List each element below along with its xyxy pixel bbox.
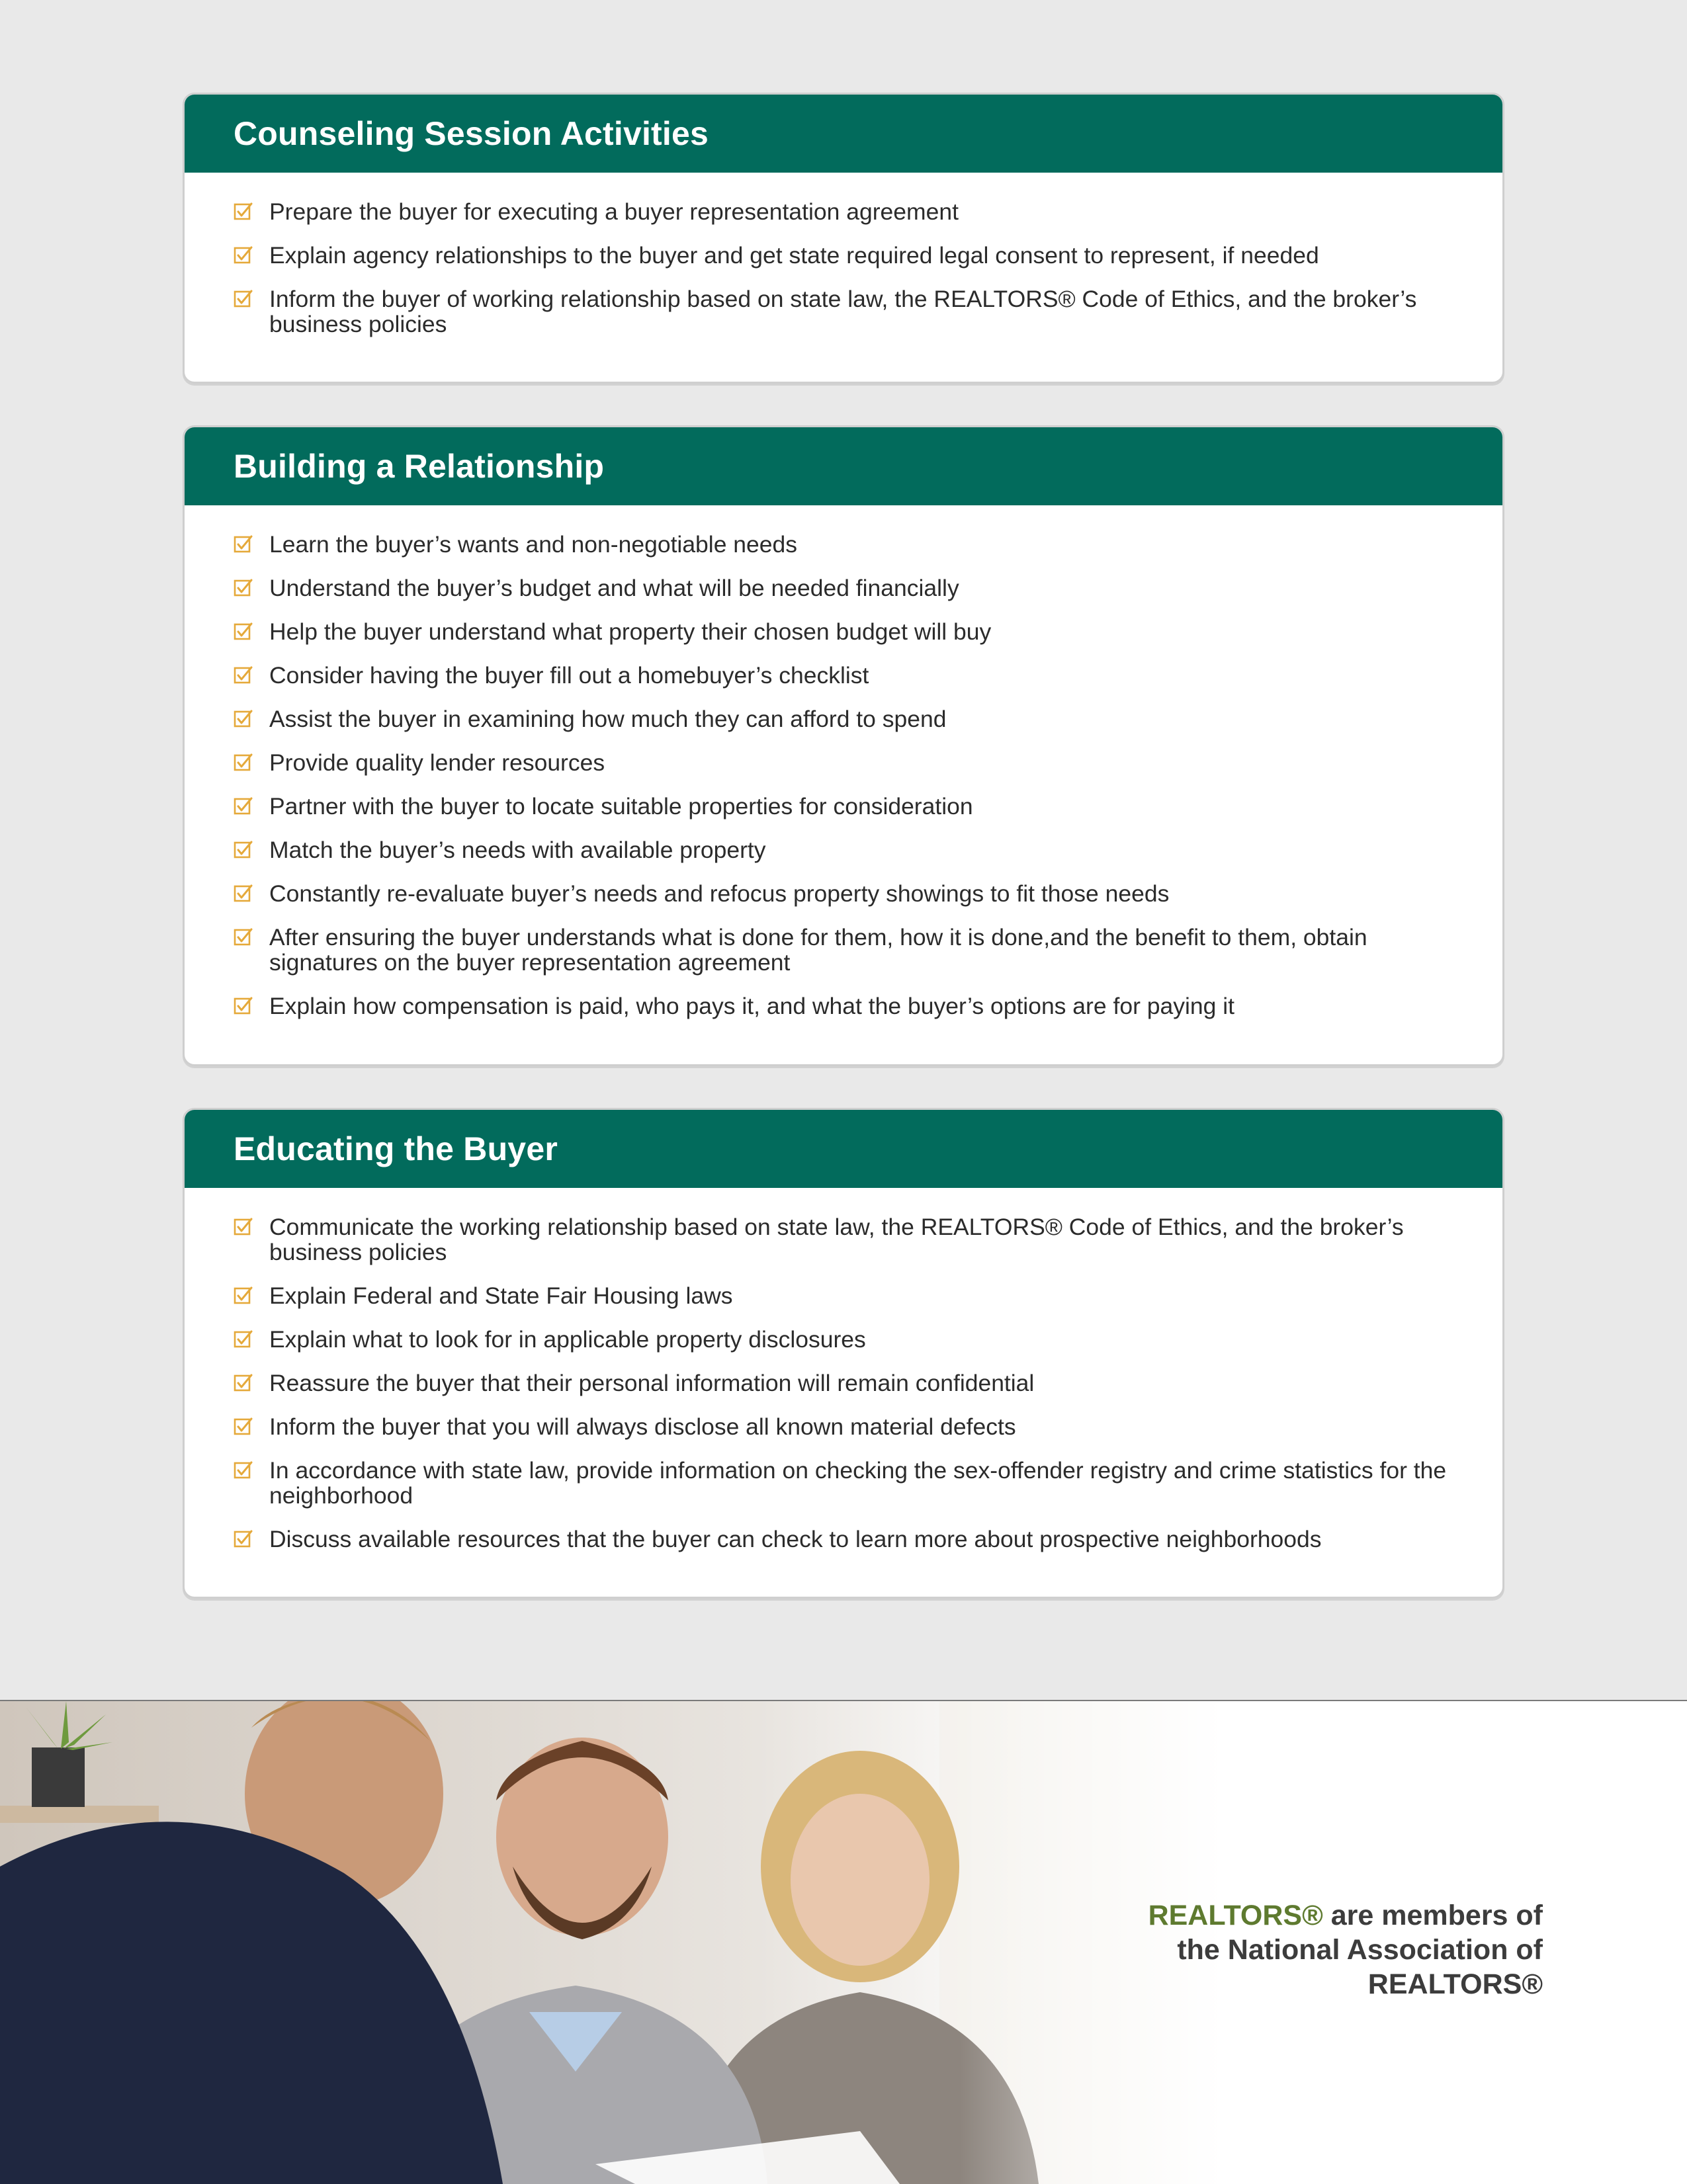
- checklist-item: [234, 1414, 1463, 1439]
- checklist-item-text: Learn the buyer’s wants and non-negotiable needs: [269, 531, 798, 558]
- checklist-item-text: Reassure the buyer that their personal information will remain confidential: [269, 1370, 1035, 1396]
- footer-tagline: [1080, 1898, 1543, 2001]
- tagline-line2: the National Association of: [1177, 1934, 1543, 1966]
- checklist-item: [234, 663, 1463, 688]
- checked-box-icon: [234, 884, 253, 903]
- checklist-item-text: Constantly re-evaluate buyer’s needs and refocus property showings to fit those needs: [269, 880, 1170, 907]
- checklist-item-text: Understand the buyer’s budget and what will be needed financially: [269, 575, 959, 601]
- checklist-item: [234, 1283, 1463, 1308]
- tagline-line1: are members of: [1322, 1900, 1543, 1931]
- checklist-item-text: Explain Federal and State Fair Housing laws: [269, 1282, 733, 1309]
- checked-box-icon: [234, 534, 253, 554]
- checked-box-icon: [234, 665, 253, 685]
- checked-box-icon: [234, 840, 253, 860]
- checklist-item: [234, 286, 1463, 337]
- section-title: Educating the Buyer: [234, 1130, 558, 1167]
- checklist-item: [234, 1458, 1463, 1508]
- section-card-educating: [183, 1108, 1504, 1599]
- checklist-item-text: Explain what to look for in applicable property disclosures: [269, 1326, 866, 1353]
- tagline-line3: REALTORS®: [1367, 1968, 1543, 2000]
- checklist-item: [234, 619, 1463, 644]
- checked-box-icon: [234, 1217, 253, 1237]
- checklist-item-text: Explain how compensation is paid, who pays it, and what the buyer’s options are for paying it: [269, 993, 1234, 1019]
- checklist-item: [234, 1370, 1463, 1396]
- checklist-item: [234, 794, 1463, 819]
- checked-box-icon: [234, 578, 253, 598]
- checklist-item: [234, 243, 1463, 268]
- checklist-item-text: Prepare the buyer for executing a buyer representation agreement: [269, 198, 959, 225]
- checked-box-icon: [234, 996, 253, 1016]
- checklist-item: [234, 706, 1463, 732]
- checked-box-icon: [234, 1373, 253, 1393]
- checklist-item: [234, 575, 1463, 601]
- section-card-relationship: [183, 425, 1504, 1066]
- checklist-item-text: In accordance with state law, provide information on checking the sex-offender registry and crime statistics for the neighborhood: [269, 1457, 1447, 1509]
- checklist-item: [234, 750, 1463, 775]
- checklist-item: [234, 532, 1463, 557]
- checked-box-icon: [234, 796, 253, 816]
- checklist-item: [234, 1527, 1463, 1552]
- checked-box-icon: [234, 709, 253, 729]
- checked-box-icon: [234, 1329, 253, 1349]
- section-card-counseling: [183, 93, 1504, 384]
- checklist-item-text: Inform the buyer that you will always disclose all known material defects: [269, 1413, 1016, 1440]
- checked-box-icon: [234, 753, 253, 773]
- section-header: [185, 95, 1502, 173]
- checklist-item-text: Discuss available resources that the buyer can check to learn more about prospective neighborhoods: [269, 1526, 1322, 1552]
- checklist-item-text: After ensuring the buyer understands what is done for them, how it is done,and the benefit to them, obtain signatures on the buyer representation agreement: [269, 924, 1367, 976]
- checklist-item: [234, 1327, 1463, 1352]
- checked-box-icon: [234, 245, 253, 265]
- checklist-item-text: Inform the buyer of working relationship based on state law, the REALTORS® Code of Ethics, and the broker’s business policies: [269, 286, 1417, 337]
- checklist-item-text: Help the buyer understand what property their chosen budget will buy: [269, 618, 992, 645]
- checklist-item: [234, 993, 1463, 1019]
- checklist-item: [234, 837, 1463, 862]
- brand-name: REALTORS®: [1148, 1900, 1323, 1931]
- checklist: [234, 199, 1463, 337]
- checked-box-icon: [234, 289, 253, 309]
- checked-box-icon: [234, 622, 253, 642]
- checklist-item-text: Explain agency relationships to the buyer and get state required legal consent to represent, if needed: [269, 242, 1319, 269]
- footer-photo-band: [0, 1700, 1687, 2184]
- checklist-item: [234, 199, 1463, 224]
- checklist-item-text: Consider having the buyer fill out a homebuyer’s checklist: [269, 662, 869, 689]
- checklist-item-text: Provide quality lender resources: [269, 749, 605, 776]
- checklist-item-text: Communicate the working relationship based on state law, the REALTORS® Code of Ethics, and the broker’s business policies: [269, 1214, 1404, 1265]
- checklist-item-text: Partner with the buyer to locate suitable properties for consideration: [269, 793, 973, 819]
- checklist-item: [234, 925, 1463, 975]
- checklist-item: [234, 1214, 1463, 1265]
- section-body: [185, 1188, 1502, 1578]
- checklist-item: [234, 881, 1463, 906]
- checked-box-icon: [234, 1460, 253, 1480]
- checked-box-icon: [234, 1417, 253, 1437]
- checklist-item-text: Assist the buyer in examining how much they can afford to spend: [269, 706, 947, 732]
- checked-box-icon: [234, 927, 253, 947]
- checklist: [234, 532, 1463, 1019]
- section-title: Building a Relationship: [234, 448, 605, 485]
- section-body: [185, 173, 1502, 363]
- checked-box-icon: [234, 1529, 253, 1549]
- section-header: [185, 427, 1502, 505]
- section-title: Counseling Session Activities: [234, 115, 709, 152]
- section-header: [185, 1110, 1502, 1188]
- checked-box-icon: [234, 202, 253, 222]
- checked-box-icon: [234, 1286, 253, 1306]
- section-body: [185, 505, 1502, 1045]
- checklist: [234, 1214, 1463, 1552]
- checklist-item-text: Match the buyer’s needs with available property: [269, 837, 766, 863]
